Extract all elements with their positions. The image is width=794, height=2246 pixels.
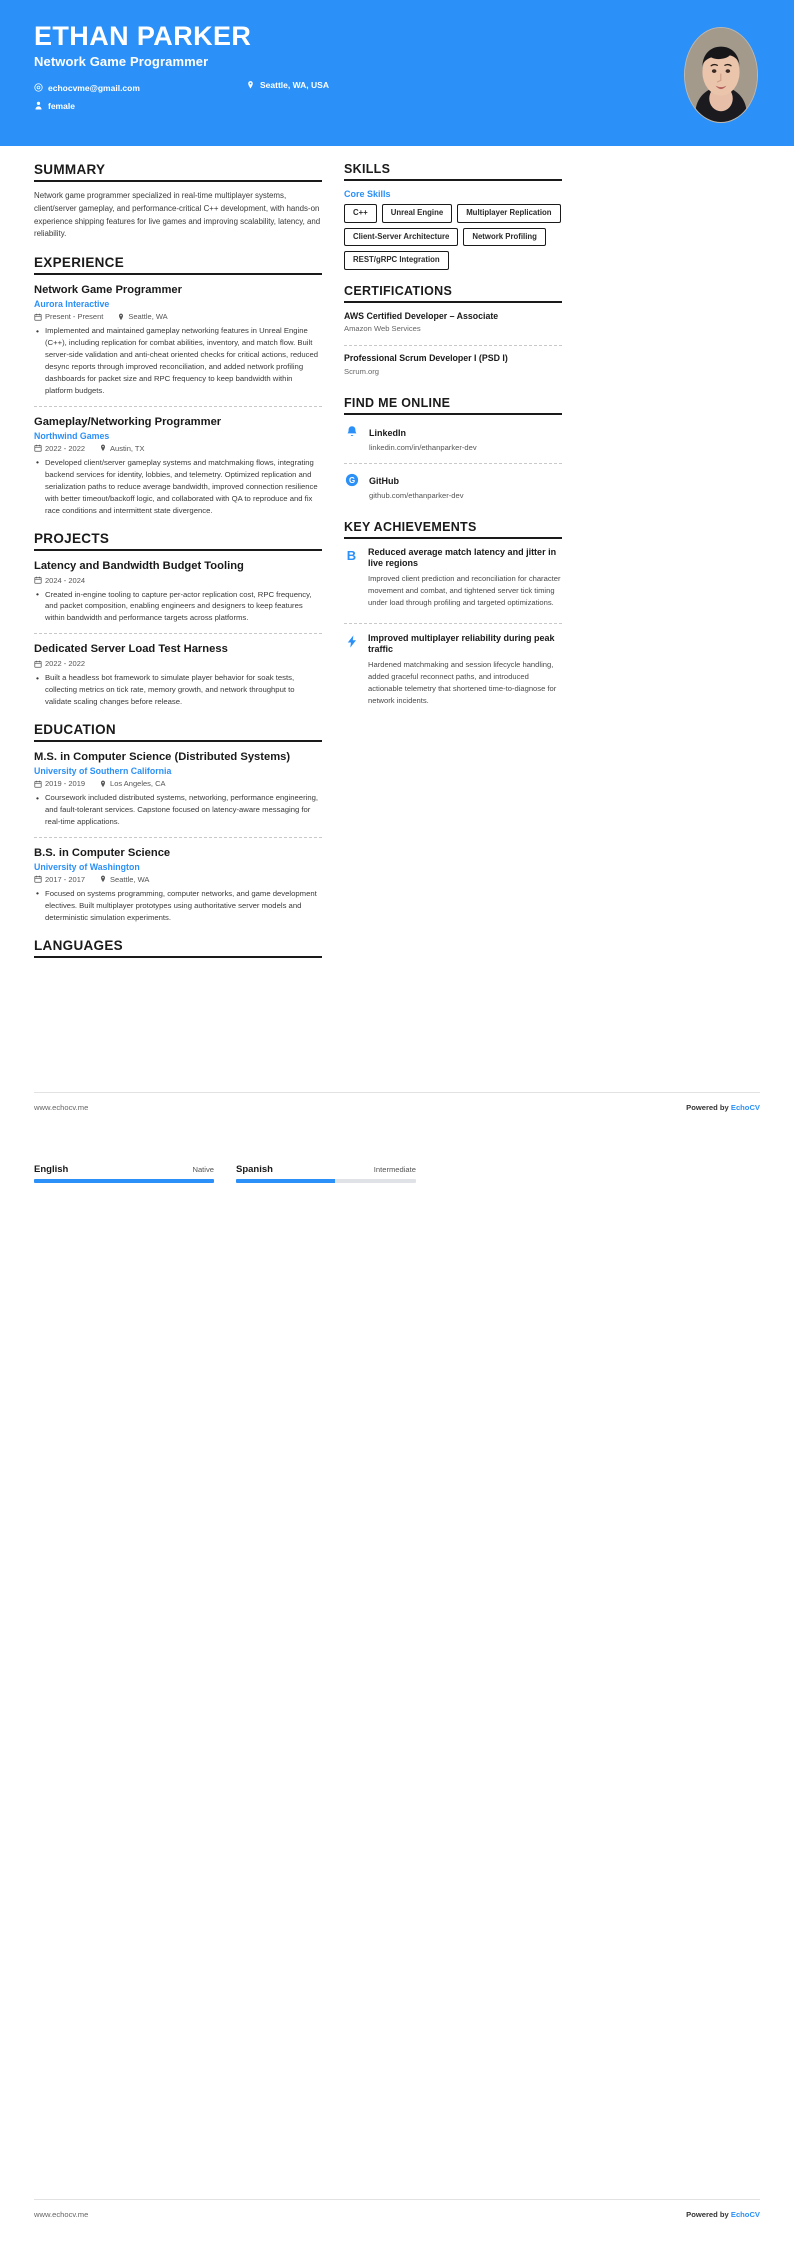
find-me-online-heading: FIND ME ONLINE	[344, 396, 562, 415]
map-pin-icon	[117, 313, 125, 321]
letter-b-icon: B	[346, 547, 357, 563]
experience-dates-text: 2022 - 2022	[45, 443, 86, 453]
project-entry	[34, 559, 322, 625]
project-meta	[34, 576, 322, 585]
education-bullets	[34, 888, 322, 924]
education-bullet: • Coursework included distributed systems, networking, performance engineering, and fault-tolerant services. Capstone focused on latency-aware messaging for real-time applications.	[45, 792, 322, 828]
education-location-text: Seattle, WA	[110, 874, 150, 884]
achievement-text	[368, 633, 562, 707]
section-experience	[34, 255, 322, 516]
education-location	[99, 875, 149, 884]
experience-dates-text: Present - Present	[45, 312, 104, 322]
footer-powered-prefix: Powered by	[686, 1103, 731, 1112]
achievement-item	[344, 623, 562, 715]
contact-gender	[34, 101, 75, 111]
github-icon	[344, 472, 360, 488]
certification-name: Professional Scrum Developer I (PSD I)	[344, 353, 508, 364]
section-summary	[34, 162, 322, 241]
online-profile-label: GitHub	[369, 475, 399, 486]
experience-entry	[34, 406, 322, 517]
footer-brand-name: EchoCV	[730, 2210, 760, 2219]
language-level: Intermediate	[373, 1165, 416, 1174]
contact-email-text: echocvme@gmail.com	[48, 82, 140, 93]
contact-location-text: Seattle, WA, USA	[260, 80, 329, 91]
education-dates	[34, 779, 85, 788]
footer-powered-prefix: Powered by	[686, 2210, 731, 2219]
education-meta	[34, 779, 322, 788]
online-profile-label: LinkedIn	[369, 427, 407, 438]
experience-dates	[34, 444, 85, 453]
contact-email[interactable]	[34, 83, 140, 93]
online-profile-text	[369, 471, 464, 500]
email-icon	[34, 83, 43, 93]
svg-text:G: G	[348, 475, 356, 485]
certifications-heading: CERTIFICATIONS	[344, 284, 562, 303]
lightning-bolt-icon	[344, 634, 359, 650]
experience-meta	[34, 444, 322, 453]
calendar-icon	[34, 313, 42, 321]
languages-bars-block	[0, 1155, 794, 1183]
project-bullet: • Built a headless bot framework to simulate player behavior for soak tests, collecting metrics on tick rate, memory growth, and network throughput to validate scaling changes before release.	[45, 672, 322, 708]
languages-heading: LANGUAGES	[34, 938, 322, 958]
project-dates	[34, 576, 85, 585]
project-bullets	[34, 672, 322, 708]
section-find-me-online	[344, 396, 562, 506]
contact-location	[246, 80, 329, 90]
achievement-description: Improved client prediction and reconciliation for character movement and combat, and tightened server tick timing under load through profiling and targeted optimizations.	[368, 574, 561, 607]
project-title: Latency and Bandwidth Budget Tooling	[34, 559, 244, 572]
education-heading: EDUCATION	[34, 722, 322, 742]
skill-chip[interactable]: Multiplayer Replication	[457, 204, 560, 223]
certification-name: AWS Certified Developer – Associate	[344, 310, 499, 321]
skills-heading: SKILLS	[344, 162, 562, 181]
project-dates-text: 2024 - 2024	[45, 575, 86, 585]
education-meta	[34, 875, 322, 884]
map-pin-icon	[99, 875, 107, 883]
project-meta	[34, 659, 322, 668]
experience-bullet: • Developed client/server gameplay systems and matchmaking flows, integrating backend services for identity, lobbies, and telemetry. Optimized replication and serialization paths to reduce average bandwidth, improved connection resilience with better timeout/backoff logic, and collaborated with QA to reproduce and fix race conditions and intermittent state divergence.	[45, 457, 322, 517]
language-level: Native	[192, 1165, 214, 1174]
education-school[interactable]: University of Washington	[34, 861, 140, 872]
achievement-description: Hardened matchmaking and session lifecycle handling, added graceful reconnect paths, and introduced actionable telemetry that shortened time-to-diagnose for network incidents.	[368, 660, 557, 705]
project-dates	[34, 659, 85, 668]
bell-icon	[344, 424, 360, 440]
certification-issuer: Scrum.org	[344, 366, 380, 376]
experience-location	[117, 312, 167, 321]
education-degree: B.S. in Computer Science	[34, 846, 171, 859]
project-entry	[34, 633, 322, 708]
certification-item	[344, 345, 562, 381]
summary-heading: SUMMARY	[34, 162, 322, 182]
experience-title: Gameplay/Networking Programmer	[34, 415, 222, 428]
calendar-icon	[34, 780, 42, 788]
footer-divider	[34, 2199, 760, 2200]
experience-bullet: • Implemented and maintained gameplay networking features in Unreal Engine (C++), including replication for combat abilities, inventory, and match flow. Built server-side validation and anti-cheat oriented checks for critical actions, reduced desync reports through improved reconciliation, and added network profiling dashboards for packet size and RPC frequency to keep bandwidth within platform budgets.	[45, 325, 322, 397]
achievement-item	[344, 547, 562, 617]
resume-body	[0, 146, 794, 972]
languages-content	[0, 1164, 794, 1183]
achievement-text	[368, 547, 562, 609]
summary-text: Network game programmer specialized in real-time multiplayer systems, client/server gameplay, and performance-critical C++ development, with hands-on experience shipping features for live games and improving scalability, latency, and reliability.	[34, 191, 321, 239]
online-profile-text	[369, 423, 477, 452]
online-profile-github[interactable]	[344, 463, 562, 506]
footer-brand-name: EchoCV	[730, 1103, 760, 1112]
experience-title: Network Game Programmer	[34, 284, 182, 297]
map-pin-icon	[246, 80, 255, 90]
online-profile-url[interactable]: linkedin.com/in/ethanparker-dev	[369, 442, 477, 452]
candidate-job-title: Network Game Programmer	[34, 54, 209, 70]
experience-organization[interactable]: Aurora Interactive	[34, 299, 110, 310]
education-location	[99, 779, 165, 788]
page-footer	[0, 2210, 794, 2219]
experience-heading: EXPERIENCE	[34, 255, 322, 275]
skill-chip[interactable]: Network Profiling	[463, 228, 546, 247]
candidate-name: ETHAN PARKER	[34, 21, 252, 51]
avatar-portrait	[685, 28, 757, 122]
skills-chip-list	[344, 204, 562, 270]
calendar-icon	[34, 660, 42, 668]
experience-location	[99, 444, 144, 453]
project-title: Dedicated Server Load Test Harness	[34, 643, 228, 656]
language-header	[34, 1164, 214, 1175]
language-item	[236, 1164, 416, 1183]
language-progress-fill	[34, 1179, 214, 1183]
left-column	[34, 162, 322, 972]
skill-chip[interactable]: Unreal Engine	[382, 204, 452, 223]
language-item	[34, 1164, 214, 1183]
education-entry	[34, 837, 322, 924]
education-bullet: • Focused on systems programming, computer networks, and game development electives. Built multiplayer prototypes using authoritative server models and deterministic simulation experiments.	[45, 888, 322, 924]
education-dates-text: 2019 - 2019	[45, 779, 86, 789]
map-pin-icon	[99, 780, 107, 788]
skill-chip[interactable]: REST/gRPC Integration	[344, 251, 449, 270]
education-dates	[34, 875, 85, 884]
skills-group-label: Core Skills	[344, 189, 391, 199]
map-pin-icon	[99, 444, 107, 452]
calendar-icon	[34, 875, 42, 883]
key-achievements-heading: KEY ACHIEVEMENTS	[344, 520, 562, 539]
online-profile-linkedin[interactable]	[344, 423, 562, 458]
experience-bullets	[34, 457, 322, 517]
avatar	[684, 27, 758, 123]
education-bullets	[34, 792, 322, 828]
certification-item	[344, 311, 562, 339]
education-dates-text: 2017 - 2017	[45, 874, 86, 884]
language-header	[236, 1164, 416, 1175]
education-school[interactable]: University of Southern California	[34, 766, 172, 777]
right-column	[344, 162, 562, 728]
online-profile-url[interactable]: github.com/ethanparker-dev	[369, 490, 464, 500]
education-entry	[34, 750, 322, 828]
education-location-text: Los Angeles, CA	[110, 779, 166, 789]
section-skills	[344, 162, 562, 270]
contact-gender-text: female	[48, 100, 75, 111]
footer-divider	[34, 1092, 760, 1093]
projects-heading: PROJECTS	[34, 531, 322, 551]
experience-dates	[34, 312, 103, 321]
section-projects	[34, 531, 322, 709]
language-progress-track	[34, 1179, 214, 1183]
education-degree: M.S. in Computer Science (Distributed Systems)	[34, 751, 291, 764]
language-progress-track	[236, 1179, 416, 1183]
person-icon	[34, 101, 43, 111]
skill-chip[interactable]: C++	[344, 204, 377, 223]
section-key-achievements	[344, 520, 562, 715]
project-bullet: • Created in-engine tooling to capture per-actor replication cost, RPC frequency, and packet composition, enabling engineers and designers to keep features within bandwidth and performance targets across platforms.	[45, 589, 322, 625]
footer-brand	[686, 2210, 760, 2219]
experience-location-text: Austin, TX	[110, 443, 145, 453]
languages-grid	[34, 1164, 760, 1183]
contact-info	[34, 80, 464, 113]
experience-location-text: Seattle, WA	[128, 312, 168, 322]
project-bullets	[34, 589, 322, 625]
footer-brand	[686, 1103, 760, 1112]
experience-meta	[34, 312, 322, 321]
calendar-icon	[34, 576, 42, 584]
language-name: Spanish	[236, 1164, 273, 1175]
language-progress-fill	[236, 1179, 335, 1183]
calendar-icon	[34, 444, 42, 452]
experience-organization[interactable]: Northwind Games	[34, 430, 110, 441]
resume-header	[0, 0, 794, 146]
skill-chip[interactable]: Client-Server Architecture	[344, 228, 458, 247]
page-footer	[0, 1103, 794, 1112]
section-certifications	[344, 284, 562, 382]
certification-issuer: Amazon Web Services	[344, 324, 421, 334]
project-dates-text: 2022 - 2022	[45, 659, 86, 669]
footer-site[interactable]: www.echocv.me	[34, 2210, 89, 2219]
experience-entry	[34, 283, 322, 397]
achievement-title: Improved multiplayer reliability during peak traffic	[368, 632, 555, 655]
section-education	[34, 722, 322, 924]
achievement-title: Reduced average match latency and jitter in live regions	[368, 546, 557, 569]
language-name: English	[34, 1164, 69, 1175]
experience-bullets	[34, 325, 322, 397]
footer-site[interactable]: www.echocv.me	[34, 1103, 89, 1112]
section-languages	[34, 938, 322, 958]
